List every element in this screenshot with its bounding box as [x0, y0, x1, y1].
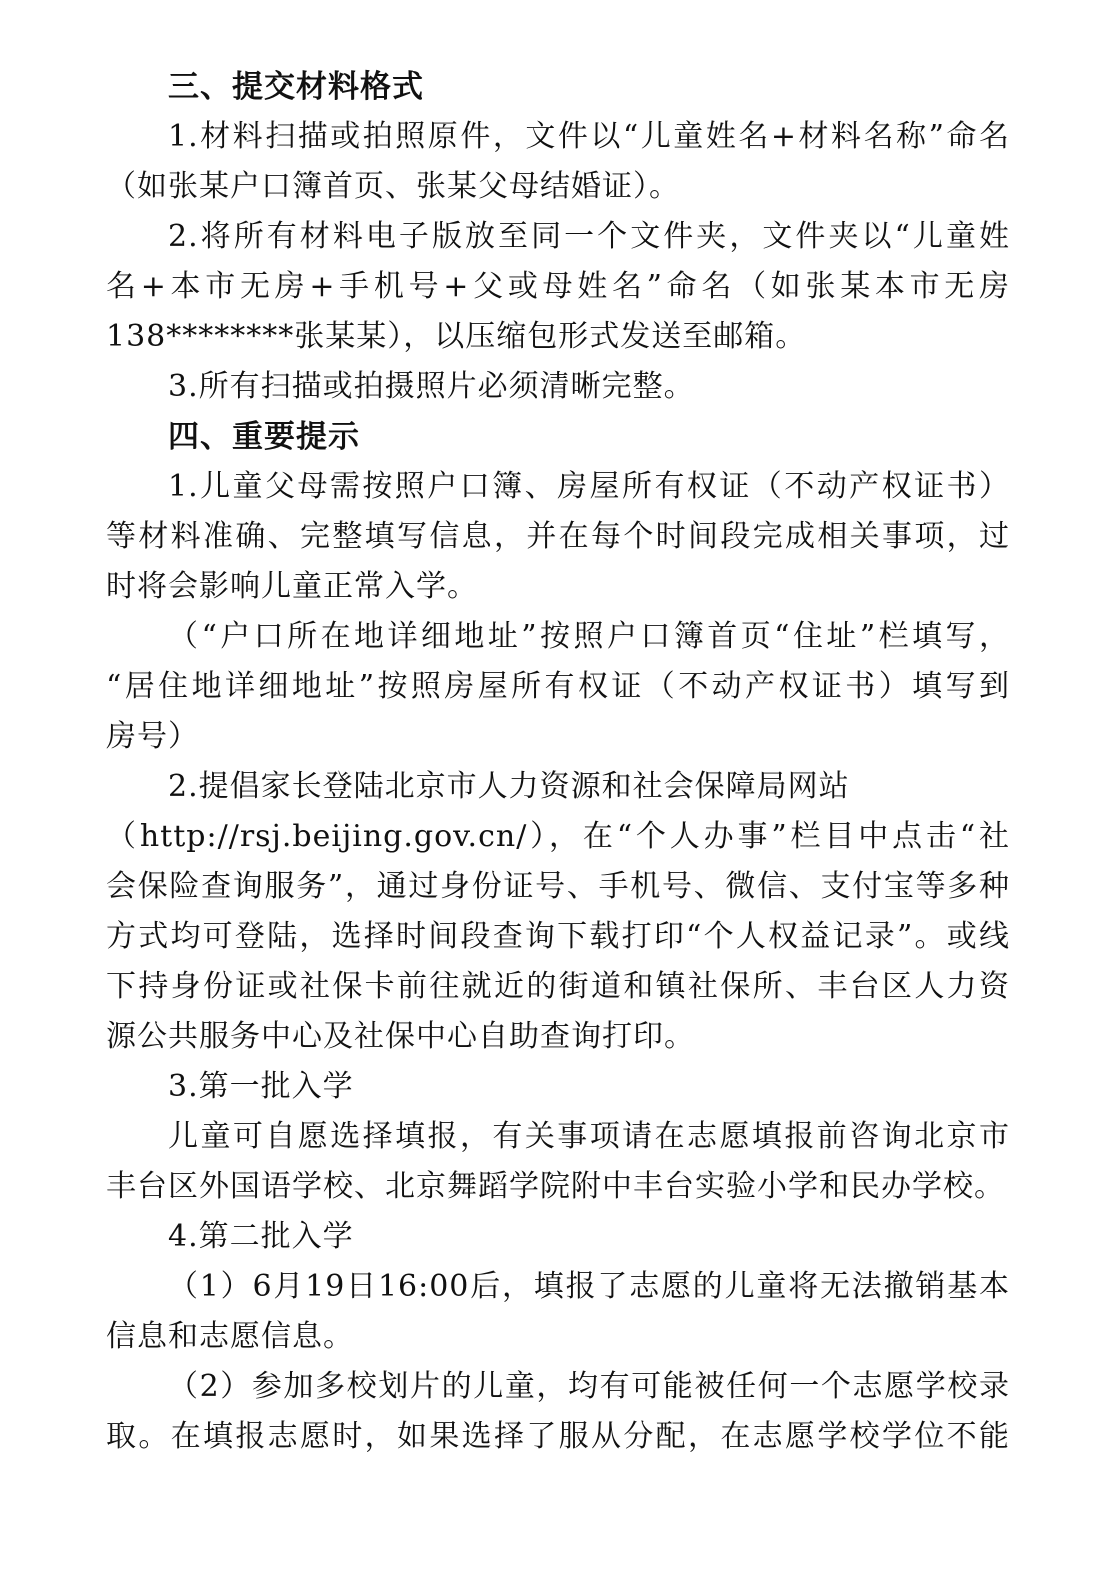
paragraph-second-batch-item-1 [106, 1262, 1010, 1362]
text-line-with-url: （http://rsj.beijing.gov.cn/），在“个人办事”栏目中点击“社 [106, 819, 1010, 854]
text-line: 儿童可自愿选择填报，有关事项请在志愿填报前咨询北京市 [168, 1119, 1010, 1154]
paragraph-fill-info [106, 462, 1010, 612]
text-line: 2.将所有材料电子版放至同一个文件夹，文件夹以“儿童姓 [168, 219, 1010, 254]
text-line: 信息和志愿信息。 [106, 1319, 354, 1354]
text-line: 3.所有扫描或拍摄照片必须清晰完整。 [168, 369, 695, 404]
text-line: 2.提倡家长登陆北京市人力资源和社会保障局网站 [168, 769, 850, 804]
text-line: 138********张某某），以压缩包形式发送至邮箱。 [106, 319, 807, 354]
paragraph-folder-naming [106, 212, 1010, 362]
section-heading-important-notes: 四、重要提示 [168, 419, 360, 455]
section-heading-submission-format: 三、提交材料格式 [168, 69, 424, 105]
text-line: （如张某户口簿首页、张某父母结婚证）。 [106, 169, 680, 204]
text-line: （2）参加多校划片的儿童，均有可能被任何一个志愿学校录 [168, 1369, 1010, 1404]
text-line: 会保险查询服务”，通过身份证号、手机号、微信、支付宝等多种 [106, 869, 1010, 904]
text-line: 1.儿童父母需按照户口簿、房屋所有权证（不动产权证书） [168, 469, 1010, 504]
paragraph-photo-clarity [106, 362, 1010, 412]
text-line: 1.材料扫描或拍照原件，文件以“儿童姓名+材料名称”命名 [168, 119, 1010, 154]
subheading-first-batch [106, 1062, 1010, 1112]
paragraph-file-naming [106, 112, 1010, 212]
text-line: 源公共服务中心及社保中心自助查询打印。 [106, 1019, 695, 1054]
text-line: 方式均可登陆，选择时间段查询下载打印“个人权益记录”。或线 [106, 919, 1010, 954]
text-line: 3.第一批入学 [168, 1069, 354, 1104]
text-line: 时将会影响儿童正常入学。 [106, 569, 478, 604]
paragraph-social-security-query [106, 762, 1010, 1062]
text-line: 名+本市无房+手机号+父或母姓名”命名（如张某本市无房 [106, 269, 1010, 304]
text-line: 下持身份证或社保卡前往就近的街道和镇社保所、丰台区人力资 [106, 969, 1010, 1004]
paragraph-second-batch-item-2 [106, 1362, 1010, 1462]
paragraph-first-batch-detail [106, 1112, 1010, 1212]
text-line: （1）6月19日16:00后，填报了志愿的儿童将无法撤销基本 [168, 1269, 1010, 1304]
subheading-second-batch [106, 1212, 1010, 1262]
text-line: 丰台区外国语学校、北京舞蹈学院附中丰台实验小学和民办学校。 [106, 1169, 1005, 1204]
text-line: “居住地详细地址”按照房屋所有权证（不动产权证书）填写到 [106, 669, 1010, 704]
text-line: 等材料准确、完整填写信息，并在每个时间段完成相关事项，过 [106, 519, 1010, 554]
text-line: （“户口所在地详细地址”按照户口簿首页“住址”栏填写， [168, 619, 1010, 654]
paragraph-address-note [106, 612, 1010, 762]
text-line: 4.第二批入学 [168, 1219, 354, 1254]
document-page [106, 62, 1010, 1462]
text-line: 取。在填报志愿时，如果选择了服从分配，在志愿学校学位不能 [106, 1419, 1010, 1454]
text-line: 房号） [106, 719, 199, 754]
